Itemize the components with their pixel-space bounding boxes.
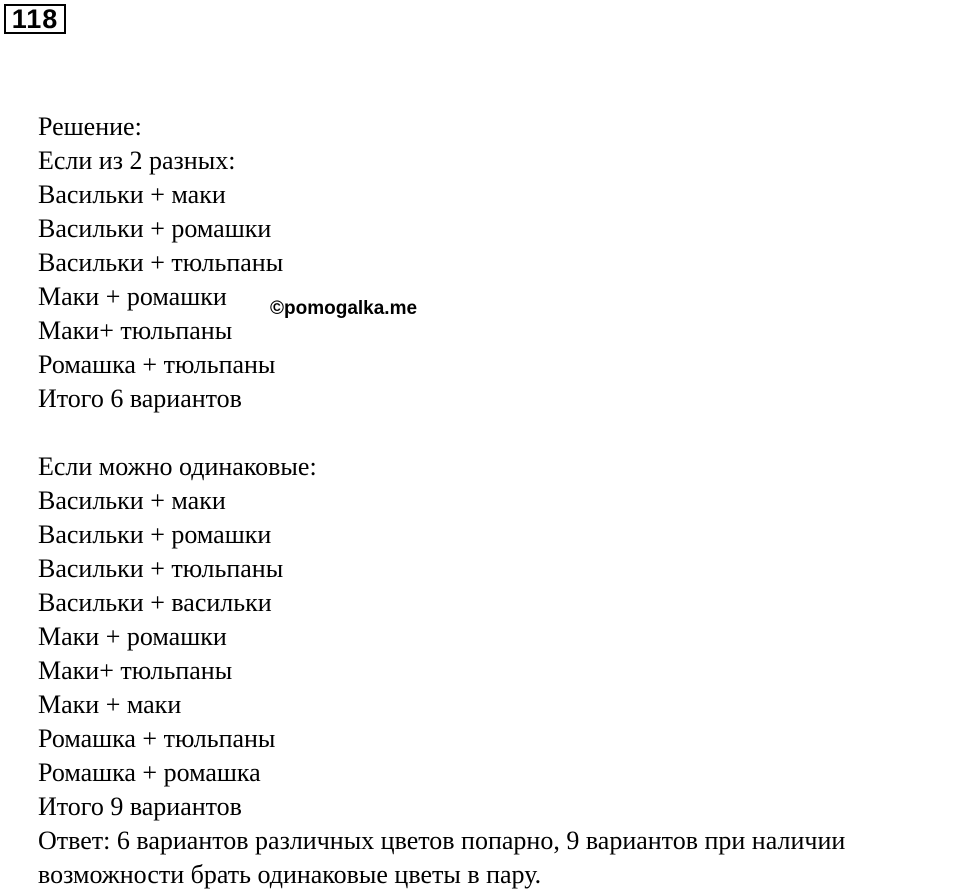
part2-line: Васильки + маки [38, 486, 226, 515]
part2-line: Маки+ тюльпаны [38, 656, 233, 685]
part2-line: Ромашка + ромашка [38, 758, 261, 787]
part1-intro: Если из 2 разных: [38, 146, 236, 175]
solution-text [38, 110, 960, 892]
part2-line: Васильки + ромашки [38, 520, 272, 549]
part1-line: Ромашка + тюльпаны [38, 350, 276, 379]
part1-line: Васильки + тюльпаны [38, 248, 284, 277]
part2-line: Васильки + васильки [38, 588, 272, 617]
part1-line: Маки + ромашки [38, 282, 227, 311]
part2-line: Васильки + тюльпаны [38, 554, 284, 583]
part1-line: Васильки + ромашки [38, 214, 272, 243]
part2-total: Итого 9 вариантов [38, 792, 242, 821]
part1-total: Итого 6 вариантов [38, 384, 242, 413]
part2-line: Маки + маки [38, 690, 182, 719]
blank-line [38, 416, 960, 450]
part2-intro: Если можно одинаковые: [38, 452, 317, 481]
part2-line: Маки + ромашки [38, 622, 227, 651]
answer-text: Ответ: 6 вариантов различных цветов попарно, 9 вариантов при наличии возможности брать одинаковые цветы в пару. [38, 826, 846, 889]
solution-heading: Решение: [38, 112, 142, 141]
task-number-box: 118 [4, 4, 66, 34]
watermark-text: ©pomogalka.me [270, 298, 418, 319]
part1-line: Маки+ тюльпаны [38, 316, 233, 345]
part2-line: Ромашка + тюльпаны [38, 724, 276, 753]
part1-line: Васильки + маки [38, 180, 226, 209]
